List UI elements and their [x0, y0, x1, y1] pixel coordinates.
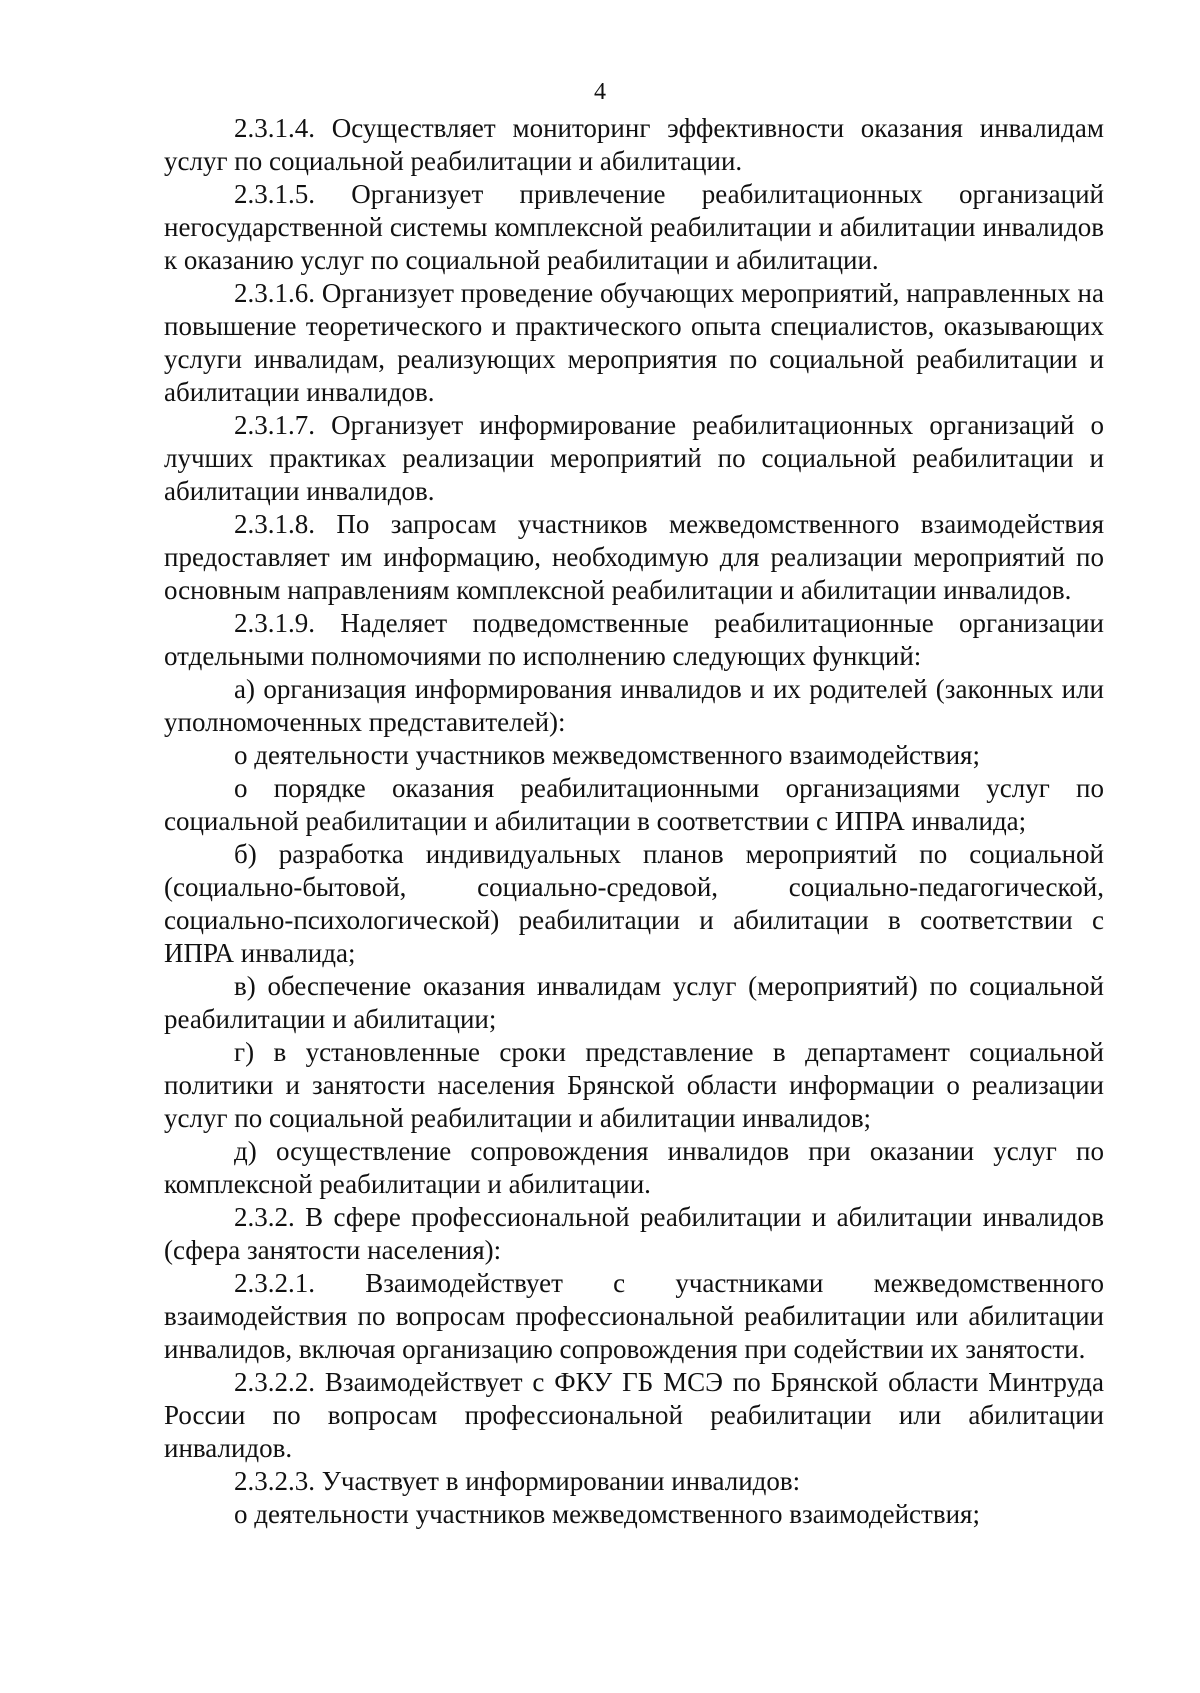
- paragraph-2-3-2-1: 2.3.2.1. Взаимодействует с участниками межведомственного взаимодействия по вопросам профессиональной реабилитации или абилитации инвалидов, включая организацию сопровождения при содействии их занятости.: [164, 1268, 1104, 1364]
- paragraph-2-3-1-9: 2.3.1.9. Наделяет подведомственные реабилитационные организации отдельными полномочиями по исполнению следующих функций:: [164, 608, 1104, 671]
- list-subitem-participants-2: о деятельности участников межведомственного взаимодействия;: [234, 1499, 980, 1529]
- list-item-v: в) обеспечение оказания инвалидам услуг (мероприятий) по социальной реабилитации и абилитации;: [164, 971, 1104, 1034]
- page-number: 4: [594, 79, 606, 105]
- paragraph-2-3-2-3: 2.3.2.3. Участвует в информировании инвалидов:: [234, 1466, 801, 1496]
- paragraph-2-3-1-6: 2.3.1.6. Организует проведение обучающих мероприятий, направленных на повышение теоретического и практического опыта специалистов, оказывающих услуги инвалидам, реализующих мероприятия по социальной реабилитации и абилитации инвалидов.: [164, 278, 1104, 407]
- list-item-g: г) в установленные сроки представление в департамент социальной политики и занятости населения Брянской области информации о реализации услуг по социальной реабилитации и абилитации инвалидов;: [164, 1037, 1104, 1133]
- list-item-d: д) осуществление сопровождения инвалидов при оказании услуг по комплексной реабилитации и абилитации.: [164, 1136, 1104, 1199]
- paragraph-2-3-2: 2.3.2. В сфере профессиональной реабилитации и абилитации инвалидов (сфера занятости населения):: [164, 1202, 1104, 1265]
- document-body: [164, 112, 1104, 1531]
- list-item-a: а) организация информирования инвалидов и их родителей (законных или уполномоченных представителей):: [164, 674, 1104, 737]
- list-subitem-participants: о деятельности участников межведомственного взаимодействия;: [234, 740, 980, 770]
- paragraph-2-3-1-5: 2.3.1.5. Организует привлечение реабилитационных организаций негосударственной системы комплексной реабилитации и абилитации инвалидов к оказанию услуг по социальной реабилитации и абилитации.: [164, 179, 1104, 275]
- paragraph-2-3-1-8: 2.3.1.8. По запросам участников межведомственного взаимодействия предоставляет им информацию, необходимую для реализации мероприятий по основным направлениям комплексной реабилитации и абилитации инвалидов.: [164, 509, 1104, 605]
- list-item-b: б) разработка индивидуальных планов мероприятий по социальной (социально-бытовой, социально-средовой, социально-педагогической, социально-психологической) реабилитации и абилитации в соответствии с ИПРА инвалида;: [164, 839, 1104, 968]
- paragraph-2-3-1-4: 2.3.1.4. Осуществляет мониторинг эффективности оказания инвалидам услуг по социальной реабилитации и абилитации.: [164, 113, 1104, 176]
- list-subitem-procedure: о порядке оказания реабилитационными организациями услуг по социальной реабилитации и абилитации в соответствии с ИПРА инвалида;: [164, 773, 1104, 836]
- paragraph-2-3-1-7: 2.3.1.7. Организует информирование реабилитационных организаций о лучших практиках реализации мероприятий по социальной реабилитации и абилитации инвалидов.: [164, 410, 1104, 506]
- paragraph-2-3-2-2: 2.3.2.2. Взаимодействует с ФКУ ГБ МСЭ по Брянской области Минтруда России по вопросам профессиональной реабилитации или абилитации инвалидов.: [164, 1367, 1104, 1463]
